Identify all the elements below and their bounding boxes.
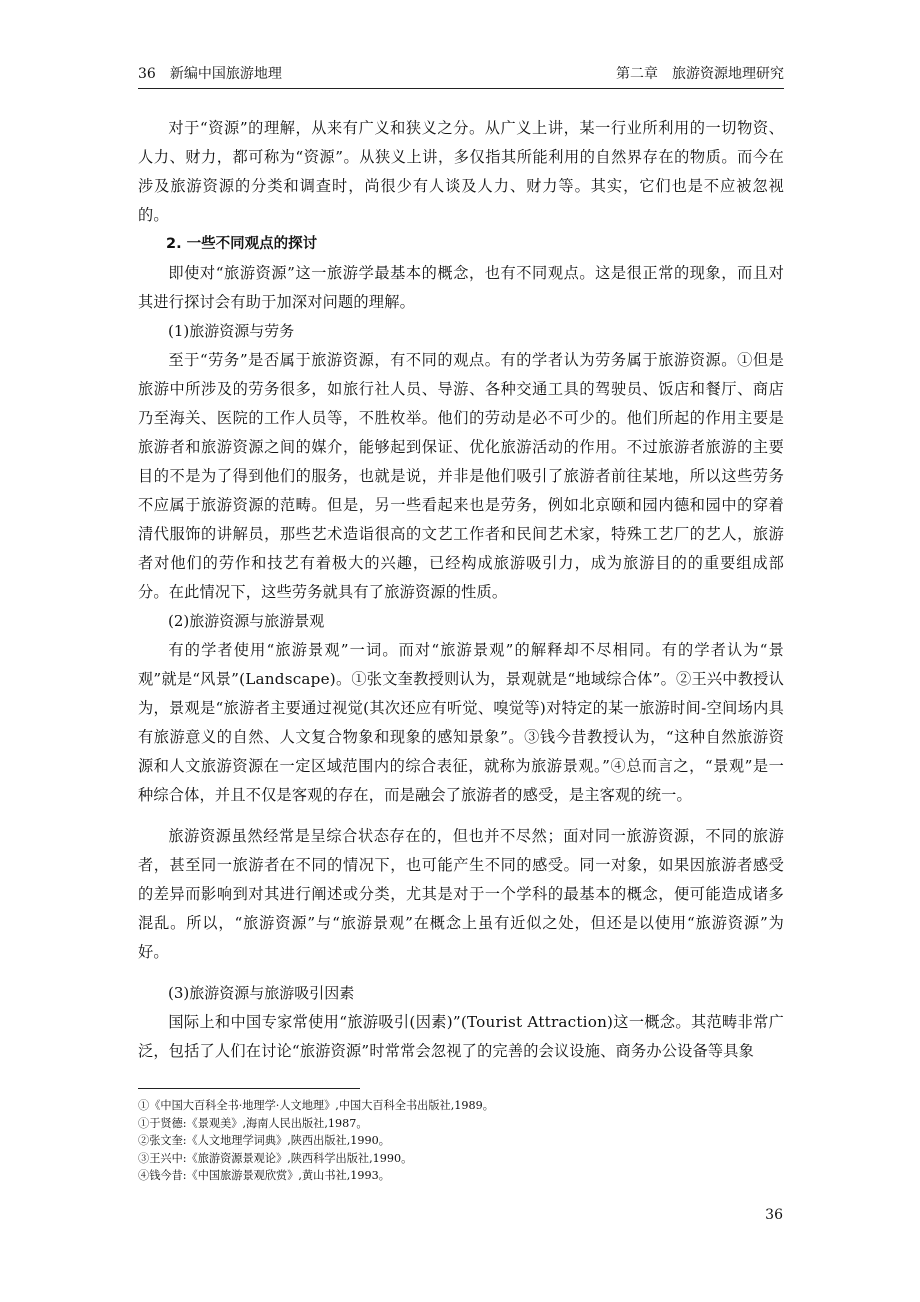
book-title: 新编中国旅游地理 bbox=[169, 66, 282, 82]
footnote: ④钱今昔:《中国旅游景观欣赏》,黄山书社,1993。 bbox=[138, 1169, 390, 1182]
header-page-number: 36 bbox=[138, 66, 156, 82]
footnote: ③王兴中:《旅游资源景观论》,陕西科学出版社,1990。 bbox=[138, 1151, 413, 1165]
page-number: 36 bbox=[765, 1207, 783, 1223]
paragraph-attraction: 国际上和中国专家常使用“旅游吸引(因素)”(Tourist Attraction)这一概念。其范畴非常广泛，包括了人们在讨论“旅游资源”时常常会忽视了的完善的会议设施、商务办公设备等具象 bbox=[138, 1013, 784, 1060]
footnote-divider bbox=[138, 1088, 360, 1089]
footnote: ②张文奎:《人文地理学词典》,陕西出版社,1990。 bbox=[138, 1134, 390, 1147]
paragraph-labor: 至于“劳务”是否属于旅游资源，有不同的观点。有的学者认为劳务属于旅游资源。①但是旅游中所涉及的劳务很多，如旅行社人员、导游、各种交通工具的驾驶员、饭店和餐厅、商店乃至海关、医院的工作人员等，不胜枚举。他们的劳动是必不可少的。他们所起的作用主要是旅游者和旅游资源之间的媒介，能够起到保证、优化旅游活动的作用。不过旅游者旅游的主要目的不是为了得到他们的服务，也就是说，并非是他们吸引了旅游者前往某地，所以这些劳务不应属于旅游资源的范畴。但是，另一些看起来也是劳务，例如北京颐和园内德和园中的穿着清代服饰的讲解员，那些艺术造诣很高的文艺工作者和民间艺术家，特殊工艺厂的艺人，旅游者对他们的劳作和技艺有着极大的兴趣，已经构成旅游吸引力，成为旅游目的的重要组成部分。在此情况下，这些劳务就具有了旅游资源的性质。 bbox=[138, 351, 784, 601]
paragraph-resource-definition: 对于“资源”的理解，从来有广义和狭义之分。从广义上讲，某一行业所利用的一切物资、人力、财力，都可称为“资源”。从狭义上讲，多仅指其所能利用的自然界存在的物质。而今在涉及旅游资源的分类和调查时，尚很少有人谈及人力、财力等。其实，它们也是不应被忽视的。 bbox=[138, 119, 784, 224]
paragraph-comparison: 旅游资源虽然经常是呈综合状态存在的，但也并不尽然；面对同一旅游资源，不同的旅游者，甚至同一旅游者在不同的情况下，也可能产生不同的感受。同一对象，如果因旅游者感受的差异而影响到对其进行阐述或分类，尤其是对于一个学科的最基本的概念，便可能造成诸多混乱。所以，“旅游资源”与“旅游景观”在概念上虽有近似之处，但还是以使用“旅游资源”为好。 bbox=[138, 827, 784, 961]
footnotes bbox=[138, 1097, 784, 1185]
subheading-landscape: (2)旅游资源与旅游景观 bbox=[168, 612, 325, 630]
paragraph-landscape: 有的学者使用“旅游景观”一词。而对“旅游景观”的解释却不尽相同。有的学者认为“景观”就是“风景”(Landscape)。①张文奎教授则认为，景观就是“地域综合体”。②王兴中教授认为，景观是“旅游者主要通过视觉(其次还应有听觉、嗅觉等)对特定的某一旅游时间-空间场内具有旅游意义的自然、人文复合物象和现象的感知景象”。③钱今昔教授认为，“这种自然旅游资源和人文旅游资源在一定区域范围内的综合表征，就称为旅游景观。”④总而言之，“景观”是一种综合体，并且不仅是客观的存在，而是融会了旅游者的感受，是主客观的统一。 bbox=[138, 641, 784, 804]
footnote: ①《中国大百科全书·地理学·人文地理》,中国大百科全书出版社,1989。 bbox=[138, 1099, 494, 1112]
body-text bbox=[138, 114, 784, 1066]
header-left bbox=[138, 64, 282, 84]
running-header bbox=[138, 64, 784, 89]
chapter-title: 第二章 旅游资源地理研究 bbox=[616, 66, 784, 82]
subheading-labor: (1)旅游资源与劳务 bbox=[168, 322, 295, 340]
section-heading: 2. 一些不同观点的探讨 bbox=[166, 236, 318, 252]
footnote: ①于贤德:《景观美》,海南人民出版社,1987。 bbox=[138, 1116, 368, 1130]
paragraph-views-intro: 即使对“旅游资源”这一旅游学最基本的概念，也有不同观点。这是很正常的现象，而且对其进行探讨会有助于加深对问题的理解。 bbox=[138, 264, 784, 311]
subheading-attraction: (3)旅游资源与旅游吸引因素 bbox=[168, 984, 355, 1002]
